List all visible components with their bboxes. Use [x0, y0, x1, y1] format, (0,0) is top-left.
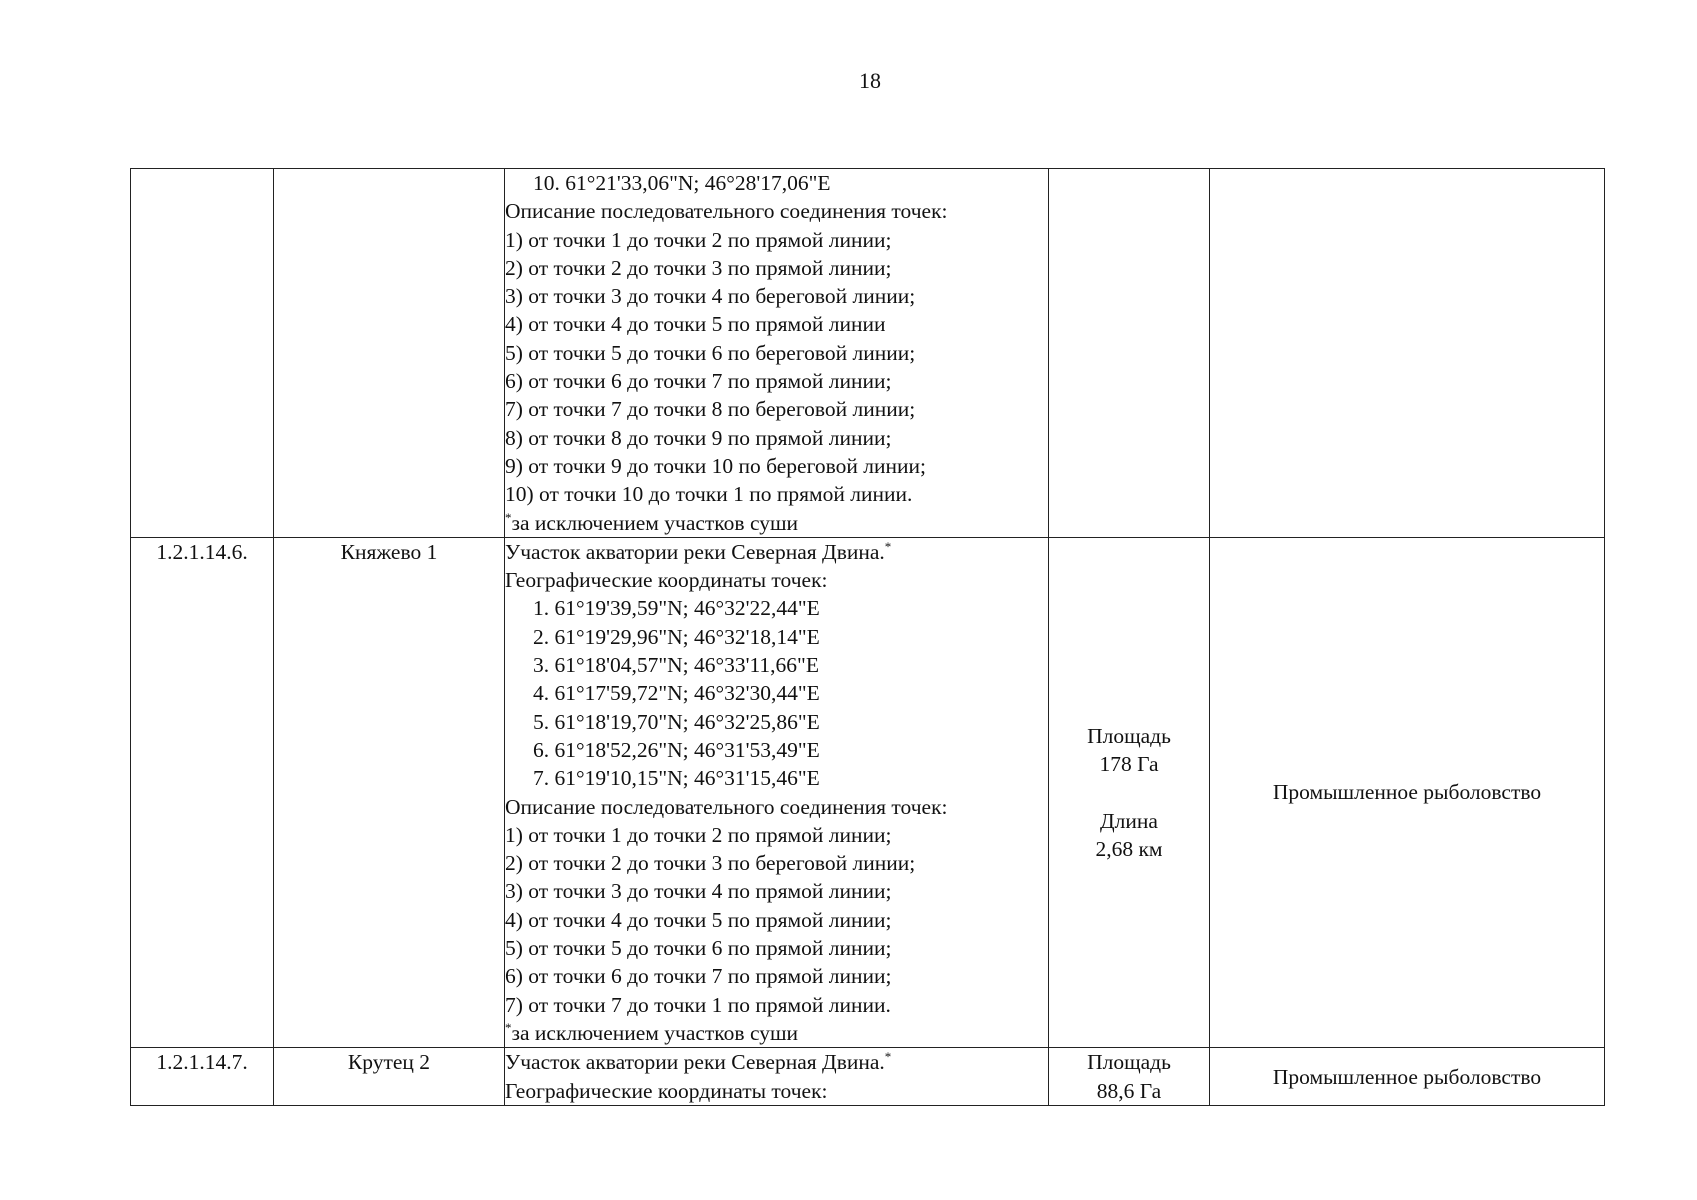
- length-value: 2,68 км: [1095, 836, 1163, 861]
- footnote-mark: *: [884, 538, 892, 554]
- connection-title: Описание последовательного соединения точек:: [505, 794, 948, 819]
- area-title: Участок акватории реки Северная Двина.*: [505, 538, 892, 564]
- connection-line: 1) от точки 1 до точки 2 по прямой линии;: [505, 227, 892, 252]
- row-number-cell: 1.2.1.14.7.: [131, 1048, 274, 1106]
- connection-line: 8) от точки 8 до точки 9 по прямой линии;: [505, 425, 892, 450]
- footnote-mark: *: [505, 509, 512, 525]
- connection-line: 4) от точки 4 до точки 5 по прямой линии;: [505, 907, 892, 932]
- coordinate-point: 7. 61°19'10,15"N; 46°31'15,46"E: [533, 766, 820, 791]
- description-cell: [505, 169, 1049, 538]
- connection-line: 6) от точки 6 до точки 7 по прямой линии;: [505, 964, 892, 989]
- area-value: 88,6 Га: [1096, 1078, 1162, 1103]
- footnote-mark: *: [884, 1049, 892, 1065]
- coordinate-point: 10. 61°21'33,06"N; 46°28'17,06"E: [533, 171, 831, 195]
- coordinate-point: 1. 61°19'39,59"N; 46°32'22,44"E: [533, 596, 820, 621]
- area-cell: [1049, 537, 1210, 1047]
- area-cell: [1049, 169, 1210, 538]
- length-label: Длина: [1100, 808, 1158, 833]
- connection-line: 7) от точки 7 до точки 8 по береговой линии;: [505, 397, 916, 422]
- connection-line: 5) от точки 5 до точки 6 по прямой линии;: [505, 936, 892, 961]
- connection-line: 6) от точки 6 до точки 7 по прямой линии;: [505, 369, 892, 394]
- footnote-text: *за исключением участков суши: [505, 1019, 799, 1045]
- coordinates-title: Географические координаты точек:: [505, 1078, 828, 1103]
- row-name-cell: [274, 169, 505, 538]
- connection-line: 4) от точки 4 до точки 5 по прямой линии: [505, 312, 886, 337]
- connection-line: 3) от точки 3 до точки 4 по прямой линии;: [505, 879, 892, 904]
- row-name-cell: Княжево 1: [274, 537, 505, 1047]
- page-number: 18: [859, 68, 881, 93]
- fishing-areas-table: [130, 168, 1605, 1106]
- connection-line: 7) от точки 7 до точки 1 по прямой линии.: [505, 992, 891, 1017]
- connection-line: 10) от точки 10 до точки 1 по прямой линии.: [505, 482, 913, 507]
- coordinate-point: 2. 61°19'29,96"N; 46°32'18,14"E: [533, 624, 820, 649]
- area-label: Площадь: [1087, 723, 1171, 748]
- row-number-cell: [131, 169, 274, 538]
- row-name-cell: Крутец 2: [274, 1048, 505, 1106]
- purpose-cell: [1210, 169, 1605, 538]
- coordinate-point: 6. 61°18'52,26"N; 46°31'53,49"E: [533, 737, 820, 762]
- description-cell: [505, 1048, 1049, 1106]
- coordinate-point: 3. 61°18'04,57"N; 46°33'11,66"E: [533, 653, 819, 678]
- purpose-cell: Промышленное рыболовство: [1210, 1048, 1605, 1106]
- table-row: [131, 169, 1605, 538]
- row-number-cell: 1.2.1.14.6.: [131, 537, 274, 1047]
- connection-line: 3) от точки 3 до точки 4 по береговой линии;: [505, 284, 916, 309]
- area-value: 178 Га: [1099, 752, 1159, 777]
- purpose-cell: Промышленное рыболовство: [1210, 537, 1605, 1047]
- coordinate-point: 5. 61°18'19,70"N; 46°32'25,86"E: [533, 709, 820, 734]
- connection-line: 5) от точки 5 до точки 6 по береговой линии;: [505, 340, 916, 365]
- area-cell: [1049, 1048, 1210, 1106]
- connection-line: 9) от точки 9 до точки 10 по береговой линии;: [505, 453, 926, 478]
- area-label: Площадь: [1087, 1050, 1171, 1075]
- footnote-text: *за исключением участков суши: [505, 509, 799, 535]
- area-title: Участок акватории реки Северная Двина.*: [505, 1049, 892, 1075]
- description-cell: [505, 537, 1049, 1047]
- table-row: [131, 537, 1605, 1047]
- connection-line: 2) от точки 2 до точки 3 по береговой линии;: [505, 851, 916, 876]
- connection-line: 1) от точки 1 до точки 2 по прямой линии;: [505, 822, 892, 847]
- connection-title: Описание последовательного соединения точек:: [505, 199, 948, 224]
- coordinate-point: 4. 61°17'59,72"N; 46°32'30,44"E: [533, 681, 820, 706]
- coordinates-title: Географические координаты точек:: [505, 568, 828, 593]
- footnote-mark: *: [505, 1019, 512, 1035]
- connection-line: 2) от точки 2 до точки 3 по прямой линии;: [505, 255, 892, 280]
- table-row: [131, 1048, 1605, 1106]
